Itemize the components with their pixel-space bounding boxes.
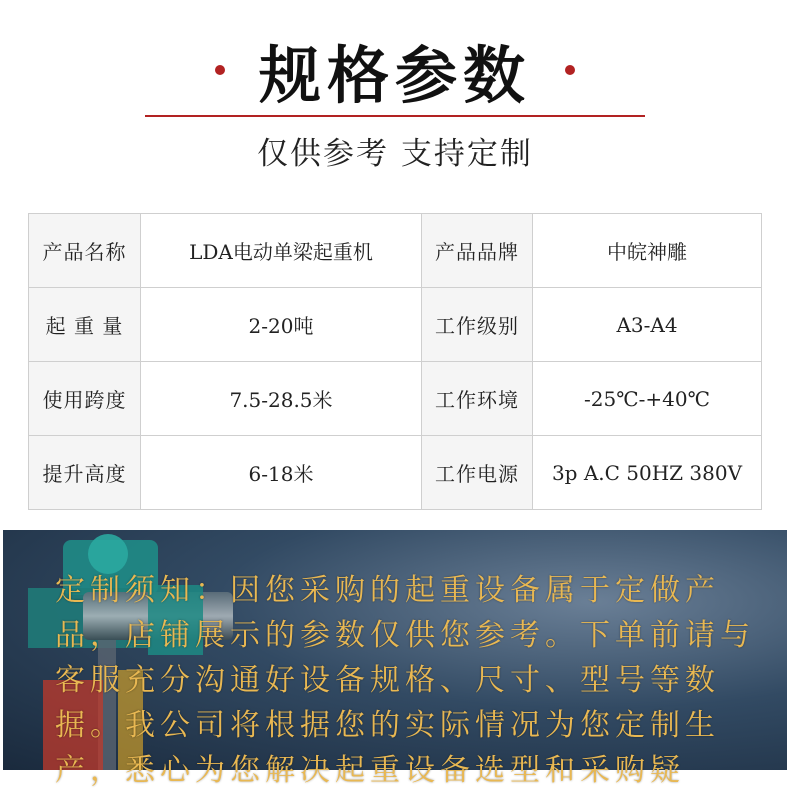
spec-label-cell: 产品名称 xyxy=(29,214,141,288)
spec-value-cell: 3p A.C 50HZ 380V xyxy=(533,436,762,510)
section-header xyxy=(0,30,790,110)
title-divider xyxy=(145,115,645,117)
spec-value-cell: 6-18米 xyxy=(141,436,422,510)
table-row xyxy=(29,214,762,288)
notice-banner xyxy=(3,530,787,788)
spec-label-cell: 工作环境 xyxy=(422,362,533,436)
spec-label-cell: 起 重 量 xyxy=(29,288,141,362)
spec-value-cell: 7.5-28.5米 xyxy=(141,362,422,436)
page-title: 规格参数 xyxy=(258,38,531,112)
spec-label-cell: 提升高度 xyxy=(29,436,141,510)
spec-value-cell: LDA电动单梁起重机 xyxy=(141,214,422,288)
custom-notice-text: 定制须知：因您采购的起重设备属于定做产品，店铺展示的参数仅供您参考。下单前请与客服充分沟通好设备规格、尺寸、型号等数据。我公司将根据您的实际情况为您定制生产，悉心为您解决起重设备选型和采购疑 xyxy=(55,573,755,788)
table-row xyxy=(29,436,762,510)
right-dot-ornament xyxy=(565,65,575,75)
spec-value-cell: 2-20吨 xyxy=(141,288,422,362)
table-row xyxy=(29,288,762,362)
spec-label-cell: 使用跨度 xyxy=(29,362,141,436)
spec-label-cell: 工作电源 xyxy=(422,436,533,510)
spec-label-cell: 产品品牌 xyxy=(422,214,533,288)
spec-value-cell: A3-A4 xyxy=(533,288,762,362)
table-row xyxy=(29,362,762,436)
spec-table xyxy=(28,213,762,510)
spec-value-cell: -25℃-+40℃ xyxy=(533,362,762,436)
spec-value-cell: 中皖神雕 xyxy=(533,214,762,288)
spec-label-cell: 工作级别 xyxy=(422,288,533,362)
left-dot-ornament xyxy=(215,65,225,75)
page-subtitle: 仅供参考 支持定制 xyxy=(257,136,533,172)
